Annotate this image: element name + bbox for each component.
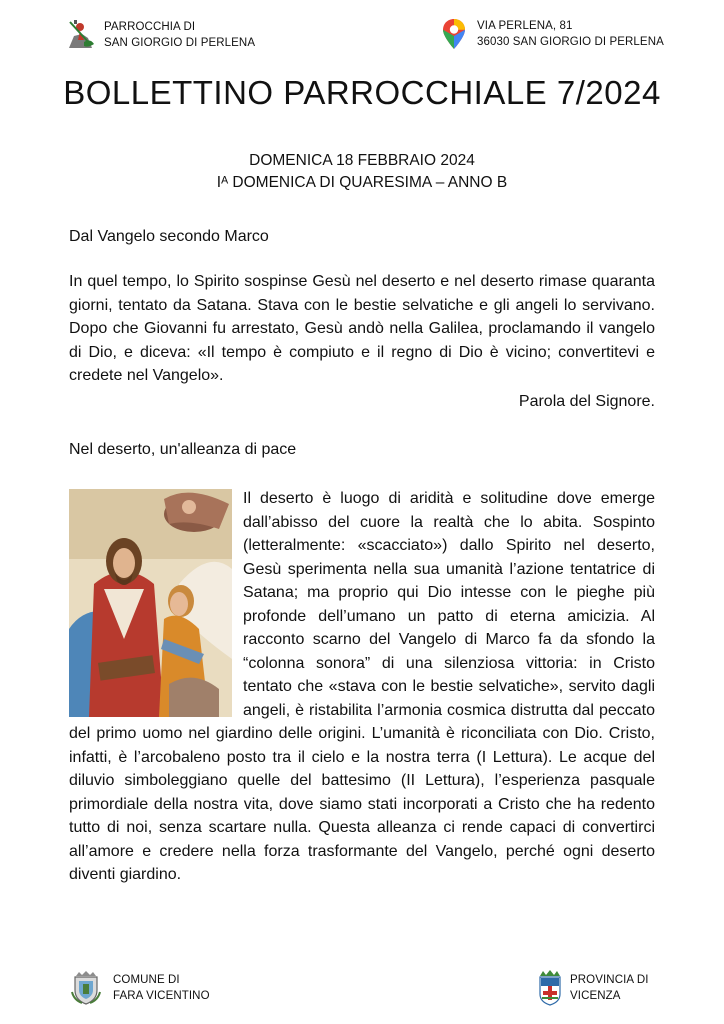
municipality-name: FARA VICENTINO [113, 990, 210, 1002]
commentary-heading: Nel deserto, un'alleanza di pace [69, 441, 297, 458]
liturgical-date [0, 150, 724, 194]
street-address: VIA PERLENA, 81 [477, 20, 573, 32]
province-name: VICENZA [570, 990, 621, 1002]
commentary-text: Il deserto è luogo di aridità e solitudine dove emerge dall’abisso del cuore la realtà che lo abita. Sospinto (letteralmente: «scacciato») dallo Spirito nel deserto, Gesù sperimenta nella sua umanità l’azione tentatrice di Satana; ma proprio qui Dio intesse con le pieghe più profonde dell’umano un patto di eterna amicizia. Al racconto scarno del Vangelo di Marco fa da sfondo la “colonna sonora” di una silenziosa vittoria: in Cristo tentato che «stava con le bestie selvatiche», servito dagli angeli, è ristabilita l’armonia cosmica distrutta dal peccato del primo uomo nel giardino delle origini. L’umanità è riconciliata con Dio. Cristo, infatti, è l’arcobaleno posto tra il cielo e la nostra terra (I Lettura). Le acque del diluvio simboleggiano quelle del battesimo (II Lettura), l’esperienza pasquale primordiale della nostra vita, dove siamo stati incorporati a Cristo che ha redento tutto di noi, senza scartare nulla. Questa alleanza ci rende capaci di convertirci all’amore e credere nella forza trasformante del Vangelo, perché ogni deserto diventi giardino. [69, 490, 655, 883]
date-line: DOMENICA 18 FEBBRAIO 2024 [249, 152, 475, 169]
province-label: PROVINCIA DI [570, 974, 649, 986]
parish-header [66, 18, 255, 52]
gospel-heading: Dal Vangelo secondo Marco [69, 228, 269, 245]
saint-george-emblem-icon [66, 18, 96, 52]
province-footer [538, 970, 649, 1006]
postal-address: 36030 SAN GIORGIO DI PERLENA [477, 36, 664, 48]
provincial-coat-of-arms-icon [538, 970, 562, 1006]
bulletin-title: BOLLETTINO PARROCCHIALE 7/2024 [63, 74, 661, 111]
municipality-label: COMUNE DI [113, 974, 180, 986]
map-pin-icon [442, 18, 466, 50]
municipal-coat-of-arms-icon [70, 970, 102, 1006]
parish-name: SAN GIORGIO DI PERLENA [104, 37, 256, 49]
parish-label: PARROCCHIA DI [104, 21, 196, 33]
municipality-footer [70, 970, 210, 1006]
sunday-line: Iᴬ DOMENICA DI QUARESIMA – ANNO B [216, 174, 508, 191]
address-header [442, 18, 664, 50]
christ-with-angels-painting [69, 489, 232, 717]
gospel-closing: Parola del Signore. [518, 393, 655, 410]
commentary-body [69, 487, 655, 887]
gospel-text: In quel tempo, lo Spirito sospinse Gesù nel deserto e nel deserto rimase quaranta giorni, tentato da Satana. Stava con le bestie selvatiche e gli angeli lo servivano. Dopo che Giovanni fu arrestato, Gesù andò nella Galilea, proclamando il vangelo di Dio, e diceva: «Il tempo è compiuto e il regno di Dio è vicino; convertitevi e credete nel Vangelo». [69, 273, 655, 384]
